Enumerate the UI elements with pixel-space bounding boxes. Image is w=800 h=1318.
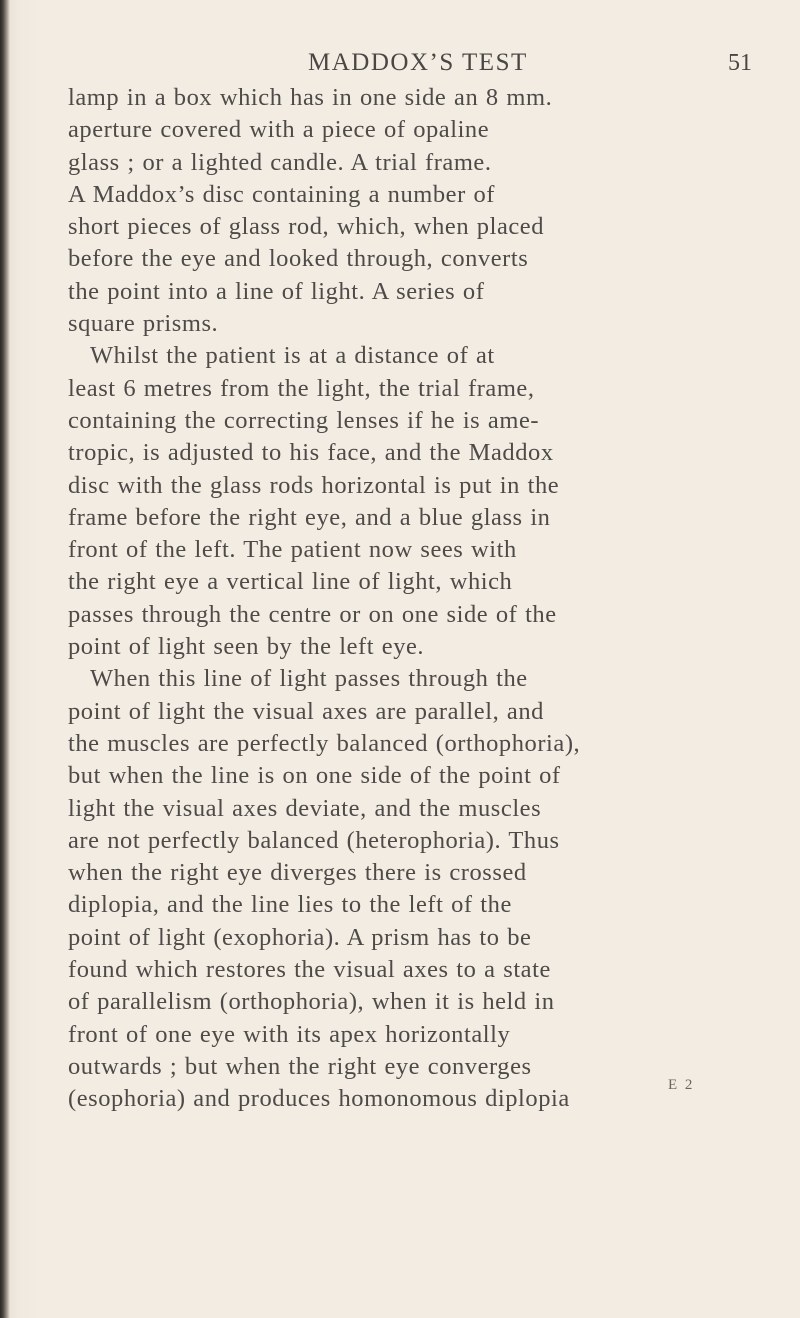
text-line: When this line of light passes through the	[90, 665, 528, 693]
text-line: but when the line is on one side of the point of	[68, 762, 561, 790]
text-line: least 6 metres from the light, the trial frame,	[68, 374, 535, 402]
text-line: found which restores the visual axes to a state	[68, 956, 551, 984]
text-line: the right eye a vertical line of light, which	[68, 568, 513, 596]
text-line: point of light (exophoria). A prism has to be	[68, 923, 532, 951]
text-line: outwards ; but when the right eye converges	[68, 1052, 532, 1080]
text-line: the point into a line of light. A series of	[68, 277, 485, 305]
text-line: are not perfectly balanced (heterophoria). Thus	[68, 826, 560, 854]
text-line: glass ; or a lighted candle. A trial frame.	[68, 148, 492, 176]
text-line: front of the left. The patient now sees with	[68, 536, 517, 564]
text-line: point of light the visual axes are parallel, and	[68, 697, 544, 725]
text-line: containing the correcting lenses if he is ame-	[68, 406, 540, 434]
text-line: light the visual axes deviate, and the muscles	[68, 794, 542, 822]
text-line: aperture covered with a piece of opaline	[68, 116, 490, 144]
running-head	[0, 46, 800, 80]
text-line: frame before the right eye, and a blue glass in	[68, 503, 551, 531]
text-line: tropic, is adjusted to his face, and the Maddox	[68, 439, 554, 467]
page-number: 51	[728, 50, 752, 76]
running-title: MADDOX’S TEST	[308, 49, 528, 76]
text-line: the muscles are perfectly balanced (orthophoria),	[68, 729, 581, 757]
text-line: lamp in a box which has in one side an 8 mm.	[68, 84, 553, 111]
page-binding-edge	[0, 0, 10, 1318]
text-line: (esophoria) and produces homonomous diplopia	[68, 1085, 570, 1113]
text-line: disc with the glass rods horizontal is put in the	[68, 471, 560, 499]
text-line: when the right eye diverges there is crossed	[68, 859, 527, 887]
text-line: diplopia, and the line lies to the left of the	[68, 891, 512, 919]
text-line: Whilst the patient is at a distance of at	[90, 342, 495, 370]
text-line: square prisms.	[68, 310, 219, 338]
text-line: A Maddox’s disc containing a number of	[68, 180, 495, 208]
text-line: of parallelism (orthophoria), when it is held in	[68, 988, 555, 1016]
text-line: front of one eye with its apex horizontally	[68, 1020, 511, 1048]
signature-mark: E 2	[668, 1077, 695, 1093]
text-line: passes through the centre or on one side of the	[68, 600, 557, 628]
text-line: point of light seen by the left eye.	[68, 633, 425, 661]
text-line: before the eye and looked through, converts	[68, 245, 529, 273]
text-line: short pieces of glass rod, which, when placed	[68, 213, 545, 241]
body-text	[68, 82, 748, 1116]
